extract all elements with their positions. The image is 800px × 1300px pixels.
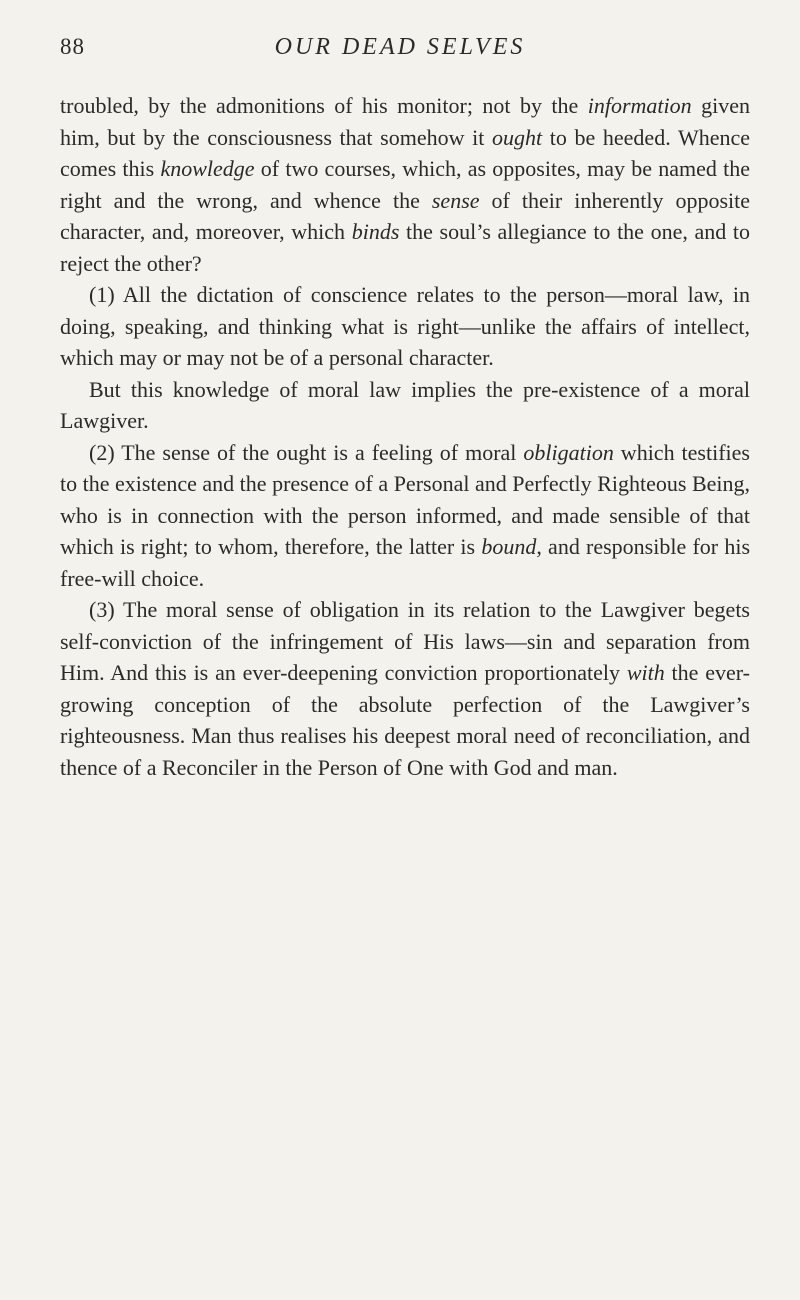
text-run: troubled, by the admonitions of his monitor; not by the <box>60 93 588 118</box>
italic-phrase: with <box>626 660 665 685</box>
italic-phrase: bound <box>481 534 537 559</box>
paragraph-4 <box>60 594 750 783</box>
text-run: given him, but by the consciousness that somehow it <box>60 93 750 150</box>
text-run: (2) The sense of the ought is a feeling of moral <box>89 439 524 465</box>
paragraph-2 <box>60 374 750 437</box>
italic-phrase: binds <box>351 219 400 244</box>
body-text <box>60 90 750 783</box>
paragraph-3 <box>60 437 750 595</box>
text-run: of two courses, which, as opposites, may be named the right and the wrong, and whence the <box>60 156 750 213</box>
page-header <box>0 34 800 74</box>
text-run: the soul’s allegiance to the one, and to reject the other? <box>60 219 750 276</box>
text-run: (1) All the dictation of conscience relates to the person—moral law, in doing, speaking, and thinking what is right—unlike the affairs of intellect, which may or may not be of a personal character. <box>60 282 750 370</box>
text-run: the ever-growing conception of the absolute perfection of the Lawgiver’s righteousness. Man thus realises his deepest moral need of reconciliation, and thence of a Reconciler in the Person of One with God and man. <box>60 660 750 780</box>
italic-phrase: ought <box>492 124 543 150</box>
paragraph-0 <box>60 90 750 279</box>
italic-phrase: information <box>587 93 692 118</box>
italic-phrase: knowledge <box>160 156 255 181</box>
text-run: But this knowledge of moral law implies the pre-existence of a moral Lawgiver. <box>60 376 750 433</box>
paragraph-1 <box>60 279 750 374</box>
text-run: to be heeded. Whence comes this <box>60 124 750 181</box>
text-run: (3) The moral sense of obligation in its relation to the Lawgiver begets self-conviction of the infringement of His laws—sin and separation from Him. And this is an ever-deepening conviction proportionately <box>60 597 750 685</box>
italic-phrase: sense <box>431 187 480 213</box>
italic-phrase: obligation <box>523 439 614 465</box>
page-number: 88 <box>60 34 85 59</box>
text-run: which testifies to the existence and the presence of a Personal and Perfectly Righteous Being, who is in connection with the person informed, and made sensible of that which is right; to whom, therefore, the latter is <box>60 439 750 559</box>
text-run: , and responsible for his free-will choice. <box>60 534 751 591</box>
text-run: of their inherently opposite character, and, moreover, which <box>60 187 750 244</box>
running-title: OUR DEAD SELVES <box>274 34 526 60</box>
